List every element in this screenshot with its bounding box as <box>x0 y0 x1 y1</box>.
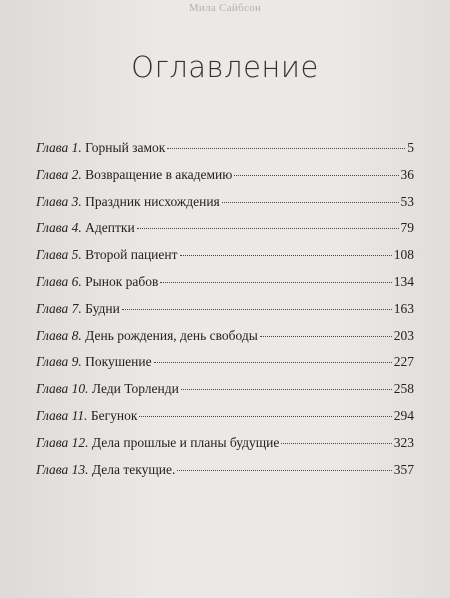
dot-leader <box>154 362 392 363</box>
chapter-title: Возвращение в академию <box>85 166 233 182</box>
toc-entry <box>36 220 414 247</box>
page-title: Оглавление <box>131 50 319 84</box>
toc-entry <box>36 301 414 328</box>
dot-leader <box>222 202 399 203</box>
chapter-page-number: 227 <box>393 354 414 370</box>
chapter-title: Рынок рабов <box>85 273 159 289</box>
chapter-page-number: 36 <box>400 166 414 182</box>
chapter-label: Глава 9. <box>36 354 82 370</box>
chapter-title: Второй пациент <box>85 247 178 263</box>
toc-entry <box>36 194 414 221</box>
chapter-page-number: 134 <box>393 273 414 289</box>
chapter-title: Горный замок <box>85 140 166 155</box>
chapter-label: Глава 3. <box>36 193 82 209</box>
chapter-label: Глава 10. <box>36 381 89 397</box>
chapter-page-number: 294 <box>393 407 414 423</box>
dot-leader <box>122 309 392 310</box>
chapter-title: Бегунок <box>90 407 138 423</box>
chapter-title: Будни <box>85 300 120 316</box>
chapter-label: Глава 8. <box>36 327 82 343</box>
chapter-page-number: 163 <box>393 300 414 316</box>
toc-entry <box>36 381 414 408</box>
chapter-label: Глава 1. <box>36 140 82 155</box>
dot-leader <box>281 443 391 444</box>
chapter-title: День рождения, день свободы <box>85 327 258 343</box>
chapter-label: Глава 4. <box>36 220 82 236</box>
chapter-page-number: 108 <box>393 247 414 263</box>
chapter-label: Глава 6. <box>36 273 82 289</box>
chapter-label: Глава 12. <box>36 434 89 450</box>
dot-leader <box>139 416 391 417</box>
chapter-page-number: 323 <box>393 434 414 450</box>
toc-entry <box>36 274 414 301</box>
toc-entry <box>36 167 414 194</box>
chapter-title: Леди Торленди <box>91 381 179 397</box>
chapter-page-number: 258 <box>393 381 414 397</box>
chapter-page-number: 53 <box>400 193 414 209</box>
toc-entry <box>36 408 414 435</box>
dot-leader <box>160 282 391 283</box>
chapter-title: Праздник нисхождения <box>85 193 220 209</box>
toc-entry <box>36 247 414 274</box>
running-head: Мила Сайбсон <box>188 2 262 14</box>
chapter-title: Дела прошлые и планы будущие <box>91 434 280 450</box>
chapter-label: Глава 11. <box>36 407 88 423</box>
chapter-page-number: 5 <box>407 140 414 155</box>
table-of-contents <box>36 140 414 488</box>
dot-leader <box>137 228 399 229</box>
dot-leader <box>167 148 405 149</box>
chapter-page-number: 203 <box>393 327 414 343</box>
toc-entry <box>36 354 414 381</box>
toc-entry <box>36 328 414 355</box>
chapter-label: Глава 5. <box>36 247 82 263</box>
dot-leader <box>180 255 392 256</box>
chapter-title: Адептки <box>85 220 135 236</box>
dot-leader <box>181 389 392 390</box>
dot-leader <box>260 336 392 337</box>
chapter-label: Глава 2. <box>36 166 82 182</box>
toc-entry <box>36 140 414 167</box>
toc-entry <box>36 435 414 462</box>
chapter-label: Глава 13. <box>36 461 89 477</box>
chapter-label: Глава 7. <box>36 300 82 316</box>
chapter-title: Дела текущие. <box>91 461 176 477</box>
chapter-page-number: 79 <box>400 220 414 236</box>
chapter-page-number: 357 <box>393 461 414 477</box>
chapter-title: Покушение <box>85 354 152 370</box>
toc-entry <box>36 462 414 489</box>
dot-leader <box>177 470 391 471</box>
dot-leader <box>234 175 398 176</box>
